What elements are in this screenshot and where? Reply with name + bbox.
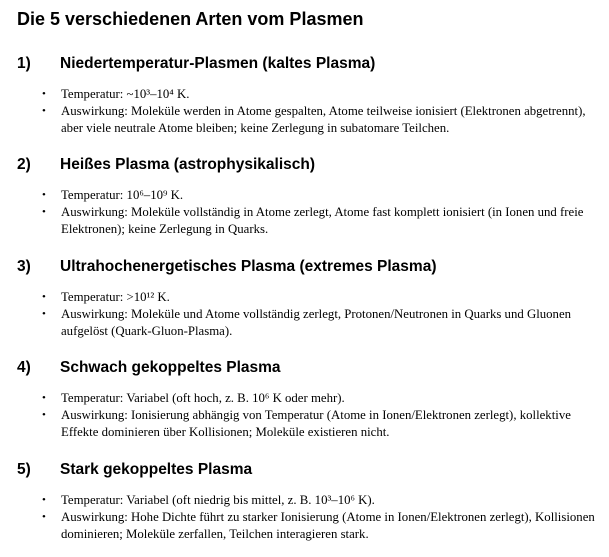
- bullet-list: [0, 390, 609, 441]
- bullet-item-temperature: [0, 492, 609, 509]
- section-title: Schwach gekoppeltes Plasma: [60, 359, 281, 376]
- section-4: [0, 357, 609, 441]
- section-3: [0, 256, 609, 340]
- section-1: [0, 53, 609, 137]
- bullet-item-effect: [0, 306, 609, 340]
- bullet-text: Temperatur: >10¹² K.: [61, 290, 170, 304]
- bullet-icon: •: [42, 409, 46, 421]
- bullet-list: [0, 492, 609, 543]
- section-heading: [0, 256, 609, 278]
- bullet-icon: •: [42, 88, 46, 100]
- bullet-text: Auswirkung: Ionisierung abhängig von Temperatur (Atome in Ionen/Elektronen zerlegt), kollektive Effekte dominieren über Kollisionen; Moleküle existieren nicht.: [61, 408, 571, 439]
- section-number: 3): [17, 258, 31, 275]
- bullet-item-effect: [0, 407, 609, 441]
- page-title: Die 5 verschiedenen Arten vom Plasmen: [17, 9, 364, 29]
- bullet-list: [0, 187, 609, 238]
- bullet-text: Auswirkung: Moleküle werden in Atome gespalten, Atome teilweise ionisiert (Elektronen abgetrennt), aber viele neutrale Atome bleiben; keine Zerlegung in subatomare Teilchen.: [61, 104, 586, 135]
- section-heading: [0, 459, 609, 481]
- section-heading: [0, 53, 609, 75]
- bullet-item-temperature: [0, 289, 609, 306]
- bullet-text: Auswirkung: Hohe Dichte führt zu starker Ionisierung (Atome in Ionen/Elektronen zerlegt), Kollisionen dominieren; Moleküle zerfallen, Teilchen interagieren stark.: [61, 510, 595, 541]
- section-number: 2): [17, 156, 31, 173]
- section-number: 1): [17, 55, 31, 72]
- bullet-item-effect: [0, 204, 609, 238]
- section-title: Ultrahochenergetisches Plasma (extremes Plasma): [60, 258, 437, 275]
- section-5: [0, 459, 609, 543]
- bullet-icon: •: [42, 189, 46, 201]
- bullet-icon: •: [42, 511, 46, 523]
- bullet-icon: •: [42, 291, 46, 303]
- bullet-icon: •: [42, 494, 46, 506]
- bullet-item-effect: [0, 509, 609, 543]
- bullet-list: [0, 86, 609, 137]
- bullet-icon: •: [42, 392, 46, 404]
- bullet-item-effect: [0, 103, 609, 137]
- bullet-text: Temperatur: 10⁶–10⁹ K.: [61, 188, 184, 202]
- bullet-text: Auswirkung: Moleküle vollständig in Atome zerlegt, Atome fast komplett ionisiert (in Ionen und freie Elektronen); keine Zerlegung in Quarks.: [61, 205, 584, 236]
- section-number: 4): [17, 359, 31, 376]
- section-heading: [0, 357, 609, 379]
- bullet-item-temperature: [0, 187, 609, 204]
- section-number: 5): [17, 461, 31, 478]
- section-heading: [0, 154, 609, 176]
- bullet-icon: •: [42, 308, 46, 320]
- bullet-text: Auswirkung: Moleküle und Atome vollständig zerlegt, Protonen/Neutronen in Quarks und Gluonen aufgelöst (Quark-Gluon-Plasma).: [61, 307, 572, 338]
- section-title: Stark gekoppeltes Plasma: [60, 461, 253, 478]
- bullet-icon: •: [42, 105, 46, 117]
- bullet-item-temperature: [0, 390, 609, 407]
- bullet-item-temperature: [0, 86, 609, 103]
- bullet-text: Temperatur: ~10³–10⁴ K.: [61, 87, 190, 101]
- section-2: [0, 154, 609, 238]
- bullet-text: Temperatur: Variabel (oft hoch, z. B. 10⁶ K oder mehr).: [61, 391, 345, 405]
- bullet-icon: •: [42, 206, 46, 218]
- section-title: Heißes Plasma (astrophysikalisch): [60, 156, 316, 173]
- bullet-text: Temperatur: Variabel (oft niedrig bis mittel, z. B. 10³–10⁶ K).: [61, 493, 375, 507]
- bullet-list: [0, 289, 609, 340]
- section-title: Niedertemperatur-Plasmen (kaltes Plasma): [60, 55, 376, 72]
